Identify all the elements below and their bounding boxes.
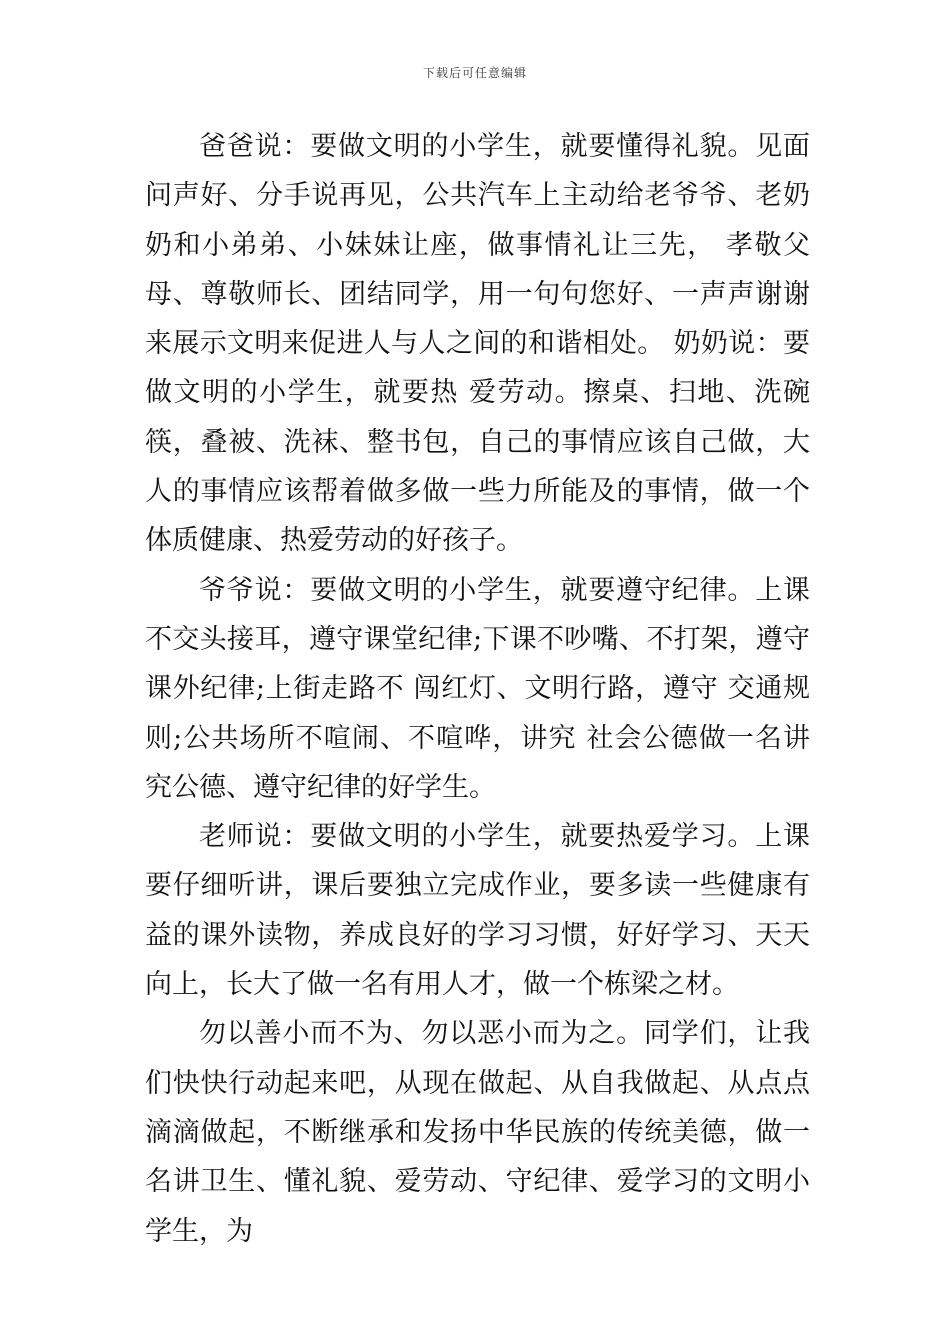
paragraph-3: 老师说：要做文明的小学生，就要热爱学习。上课要仔细听讲，课后要独立完成作业，要多读一些健康有益的课外读物，养成良好的学习习惯，好好学习、天天向上，长大了做一名有用人才，做一个栋梁之材。 — [145, 821, 810, 1001]
paragraph-2: 爷爷说：要做文明的小学生，就要遵守纪律。上课不交头接耳，遵守课堂纪律;下课不吵嘴、不打架，遵守课外纪律;上街走路不 闯红灯、文明行路，遵守 交通规则;公共场所不喧闹、不喧哗，讲究 社会公德做一名讲究公德、遵守纪律的好学生。 — [145, 574, 810, 803]
paragraph-4: 勿以善小而不为、勿以恶小而为之。同学们，让我们快快行动起来吧，从现在做起、从自我做起、从点点滴滴做起，不断继承和发扬中华民族的传统美德，做一名讲卫生、懂礼貌、爱劳动、守纪律、爱学习的文明小学生，为 — [145, 1018, 810, 1247]
page-header: 下载后可任意编辑 — [422, 66, 527, 80]
paragraph-1: 爸爸说：要做文明的小学生，就要懂得礼貌。见面问声好、分手说再见，公共汽车上主动给老爷爷、老奶奶和小弟弟、小妹妹让座，做事情礼让三先， 孝敬父母、尊敬师长、团结同学，用一句句您好、一声声谢谢来展示文明来促进人与人之间的和谐相处。 奶奶说：要做文明的小学生，就要热 爱劳动。擦桌、扫地、洗碗筷，叠被、洗袜、整书包，自己的事情应该自己做，大人的事情应该帮着做多做一些力所能及的事情，做一个体质健康、热爱劳动的好孩子。 — [145, 131, 810, 557]
document-body — [145, 122, 810, 1256]
